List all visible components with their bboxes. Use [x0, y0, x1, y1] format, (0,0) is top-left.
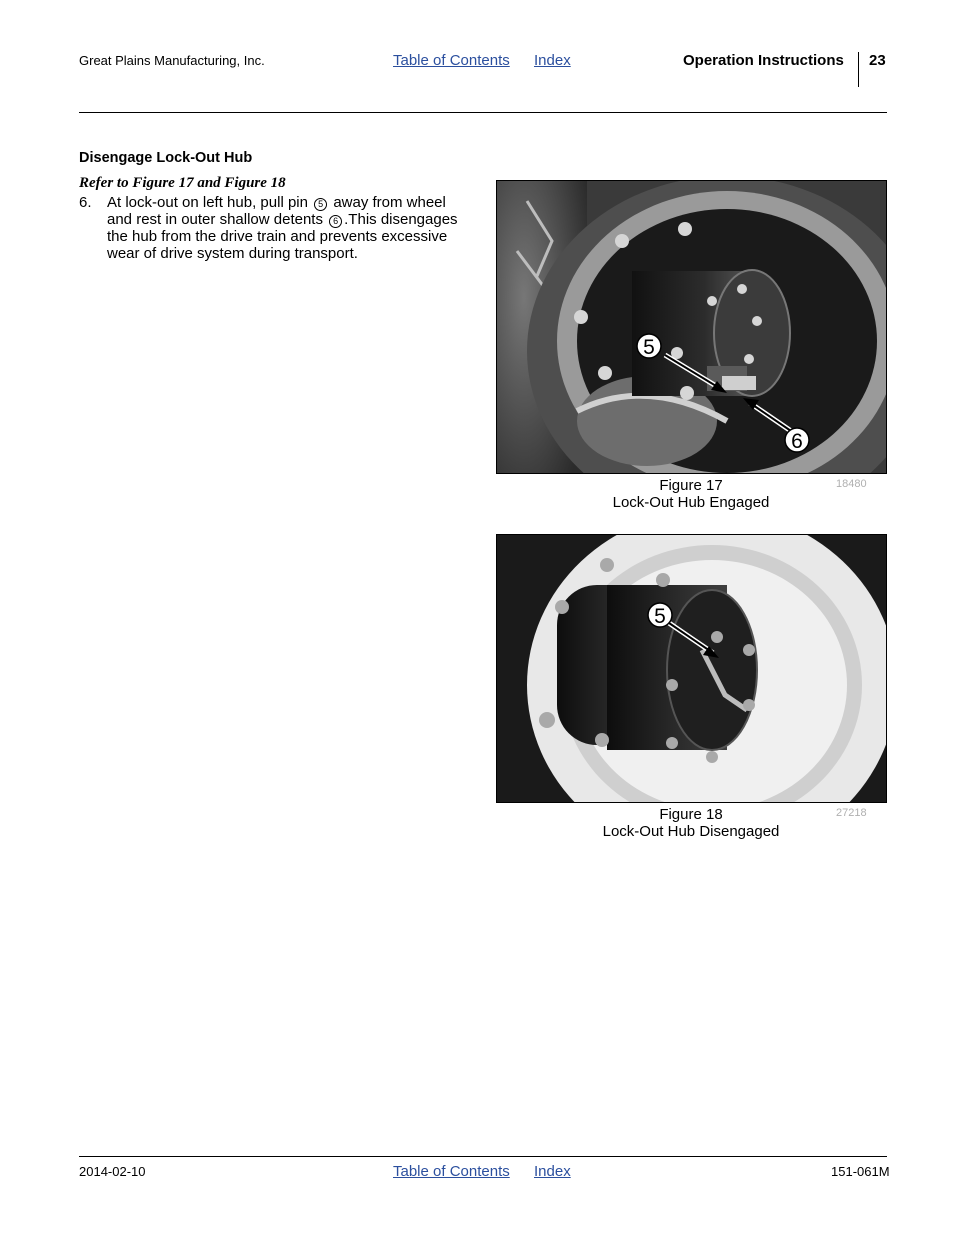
figure-18-photo: [496, 534, 887, 803]
figure-18-caption: [496, 806, 886, 840]
callout-5-marker: [637, 334, 661, 359]
step-number: 6.: [79, 194, 92, 211]
footer-table-of-contents-link[interactable]: Table of Contents: [393, 1163, 510, 1180]
figure-18-title: Lock-Out Hub Disengaged: [602, 823, 780, 840]
header-divider: [858, 52, 859, 87]
step-text-b: away from wheel and rest in outer shallow detents: [107, 194, 446, 228]
figure-18-callout-5: 5: [654, 605, 666, 628]
page-number: 23: [869, 52, 886, 69]
figure-17-id: 18480: [836, 478, 867, 490]
figure-17-callout-6: 6: [791, 430, 803, 453]
callout-5-icon: 5: [314, 198, 327, 211]
instruction-step: [79, 194, 474, 262]
section-title: Operation Instructions: [683, 52, 844, 69]
company-name: Great Plains Manufacturing, Inc.: [79, 53, 265, 68]
callout-6-marker: [785, 428, 809, 453]
figure-18-id: 27218: [836, 807, 867, 819]
figure-17-label: Figure 17: [659, 477, 723, 494]
figure-18-label: Figure 18: [659, 806, 723, 823]
header-rule: [79, 112, 887, 113]
figure-17-callout-5: 5: [643, 336, 655, 359]
figure-reference: Refer to Figure 17 and Figure 18: [79, 175, 286, 191]
footer-rule: [79, 1156, 887, 1157]
figure-17-photo: [496, 180, 887, 474]
section-heading: Disengage Lock-Out Hub: [79, 150, 253, 166]
table-of-contents-link[interactable]: Table of Contents: [393, 52, 510, 69]
figure-17-caption: [496, 477, 886, 511]
document-number: 151-061M: [831, 1164, 890, 1179]
step-text-a: At lock-out on left hub, pull pin: [107, 194, 308, 211]
step-text: [107, 194, 474, 262]
callout-6-icon: 6: [329, 215, 342, 228]
step-text-c: .This disengages the hub from the drive train and prevents excessive wear of drive system during transport.: [107, 211, 458, 262]
index-link[interactable]: Index: [534, 52, 571, 69]
figure-17-title: Lock-Out Hub Engaged: [612, 494, 770, 511]
callout-5-marker: [648, 603, 672, 628]
footer-index-link[interactable]: Index: [534, 1163, 571, 1180]
publication-date: 2014-02-10: [79, 1164, 146, 1179]
